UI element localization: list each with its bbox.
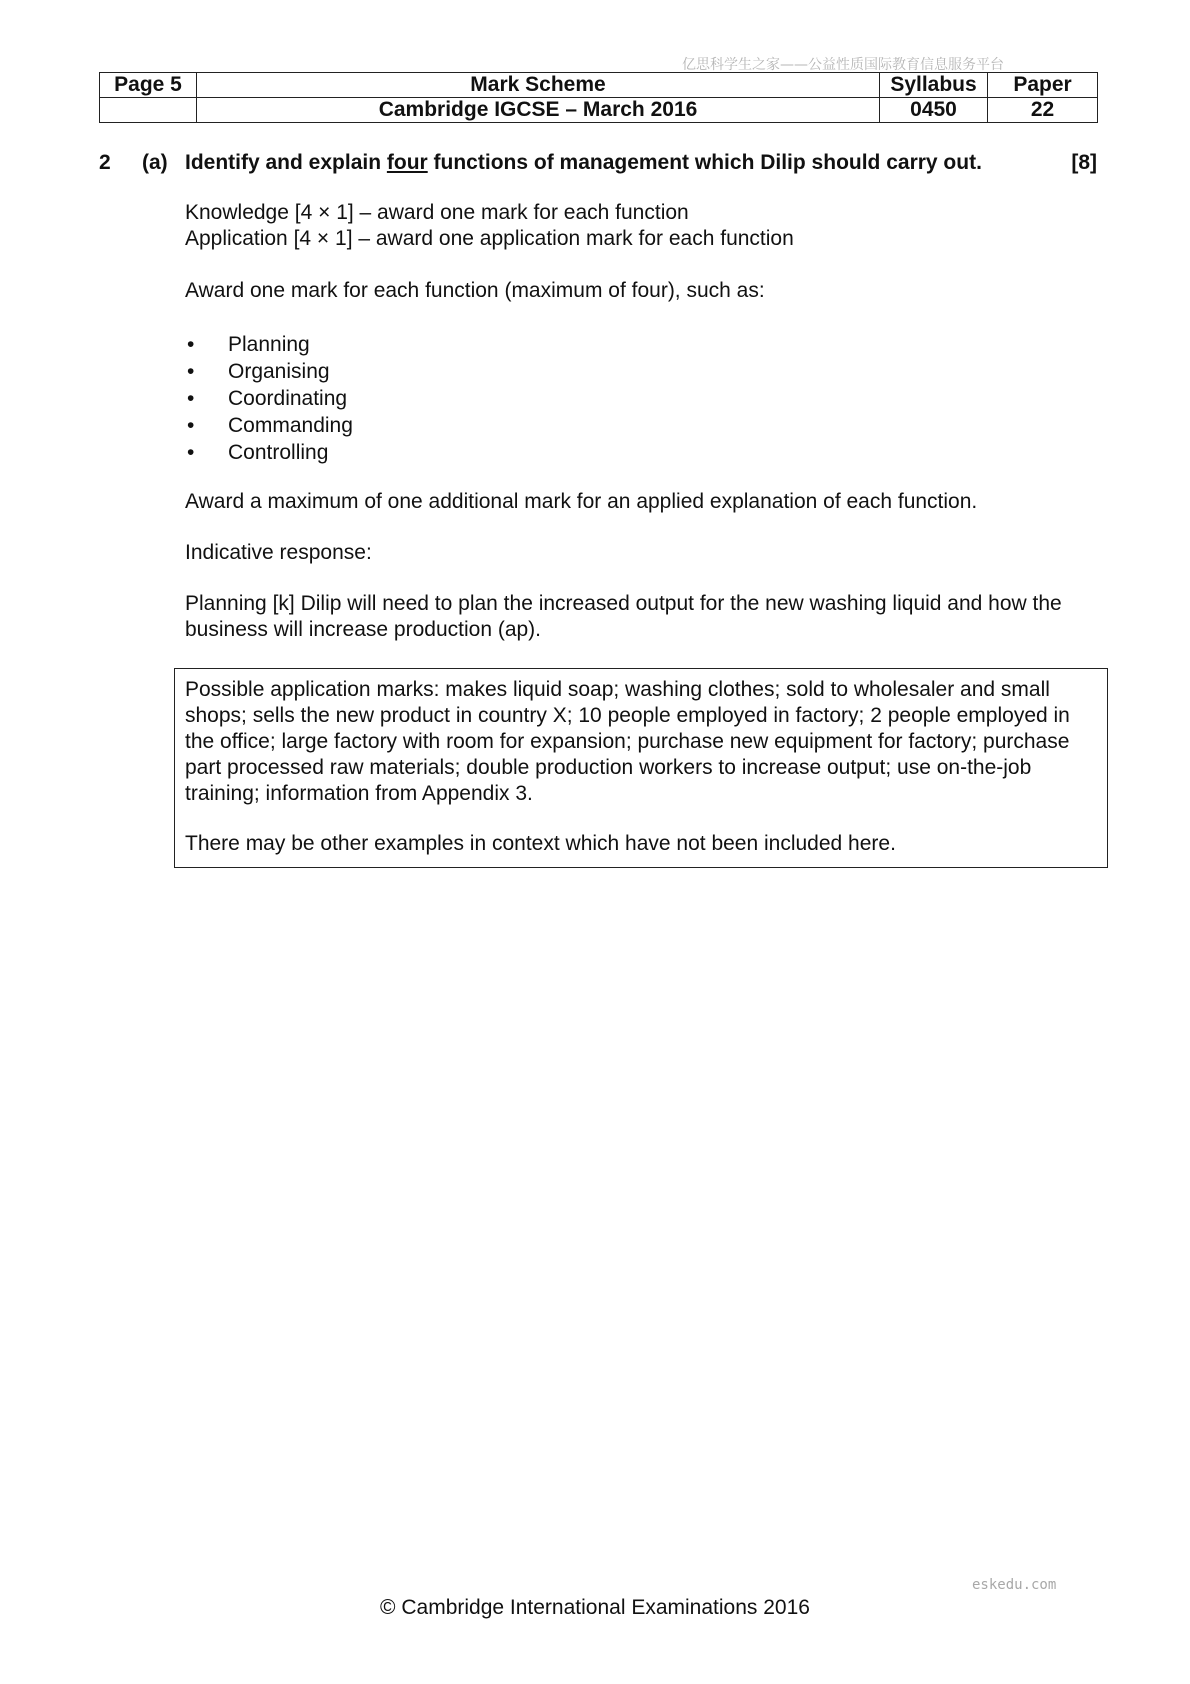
indicative-label: Indicative response: — [185, 541, 372, 564]
page-number: Page 5 — [100, 73, 197, 98]
question-part: (a) — [142, 151, 168, 174]
knowledge-line: Knowledge [4 × 1] – award one mark for each function — [185, 201, 689, 224]
function-commanding: Commanding — [228, 414, 353, 437]
function-controlling: Controlling — [228, 441, 329, 464]
application-marks-text: Possible application marks: makes liquid soap; washing clothes; sold to wholesaler and small shops; sells the new product in country X; 10 people employed in factory; 2 people employed in the office; large factory with room for expansion; purchase new equipment for factory; purchase part processed raw materials; double production workers to increase output; use on-the-job training; information from Appendix 3. — [185, 678, 1070, 805]
list-item — [185, 358, 353, 385]
bullet-icon: • — [187, 333, 195, 356]
indicative-response: Planning [k] Dilip will need to plan the increased output for the new washing liquid and how the business will increase production (ap). — [185, 592, 1062, 641]
question-text-after: functions of management which Dilip should carry out. — [427, 151, 982, 174]
additional-mark-note: Award a maximum of one additional mark for an applied explanation of each function. — [185, 490, 978, 513]
question-marks: [8] — [1071, 151, 1097, 174]
functions-list — [185, 331, 353, 466]
function-planning: Planning — [228, 333, 310, 356]
other-examples-note: There may be other examples in context which have not been included here. — [185, 832, 896, 855]
syllabus-value: 0450 — [880, 98, 988, 123]
paper-value: 22 — [988, 98, 1098, 123]
question-line — [99, 150, 1097, 180]
bullet-icon: • — [187, 414, 195, 437]
watermark-bottom: eskedu.com — [972, 1577, 1057, 1593]
syllabus-label: Syllabus — [880, 73, 988, 98]
function-organising: Organising — [228, 360, 330, 383]
header-table — [99, 72, 1098, 123]
list-item — [185, 385, 353, 412]
list-item — [185, 331, 353, 358]
list-item — [185, 439, 353, 466]
application-line: Application [4 × 1] – award one application mark for each function — [185, 227, 794, 250]
function-coordinating: Coordinating — [228, 387, 348, 410]
list-item — [185, 412, 353, 439]
doc-title: Mark Scheme — [197, 73, 880, 98]
question-text-before: Identify and explain — [185, 151, 387, 174]
blank-cell — [100, 98, 197, 123]
question-text — [185, 150, 982, 176]
bullet-icon: • — [187, 441, 195, 464]
paper-label: Paper — [988, 73, 1098, 98]
header-row-2 — [100, 98, 1098, 123]
copyright-footer: © Cambridge International Examinations 2016 — [380, 1596, 810, 1619]
header-row-1 — [100, 73, 1098, 98]
question-number: 2 — [99, 151, 111, 174]
bullet-icon: • — [187, 360, 195, 383]
question-text-underlined: four — [386, 151, 428, 174]
award-intro: Award one mark for each function (maximum of four), such as: — [185, 279, 765, 302]
watermark-top: 亿思科学生之家——公益性质国际教育信息服务平台 — [682, 57, 1004, 73]
doc-subtitle: Cambridge IGCSE – March 2016 — [197, 98, 880, 123]
application-marks-box — [174, 668, 1108, 868]
bullet-icon: • — [187, 387, 195, 410]
